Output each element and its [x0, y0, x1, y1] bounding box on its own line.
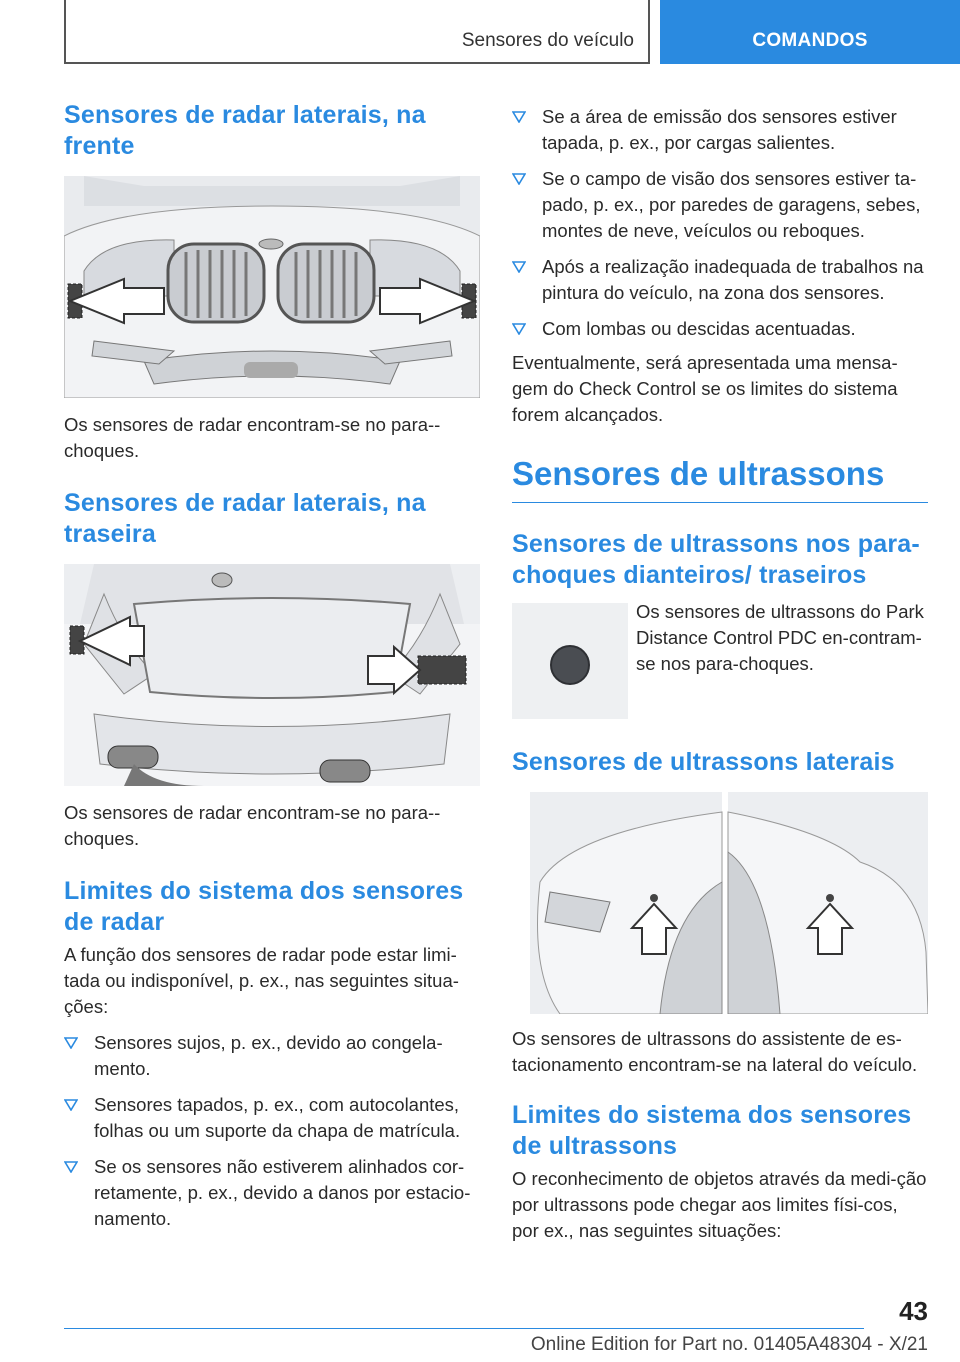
- list-item-text: Com lombas ou descidas acentuadas.: [542, 318, 856, 339]
- section-title: Sensores do veículo: [461, 30, 634, 51]
- ultrasonic-chapter-heading: Sensores de ultrassons: [512, 454, 928, 503]
- page-header: [64, 0, 960, 64]
- lateral-sensor-illustration: [530, 792, 928, 1014]
- list-item: [512, 254, 928, 306]
- sensor-disc-illustration: [512, 603, 628, 719]
- list-item-text: Sensores tapados, p. ex., com autocolantes, folhas ou um suporte da chapa de matrícula.: [94, 1094, 461, 1141]
- rear-car-illustration: [64, 564, 480, 786]
- triangle-bullet-icon: [64, 1099, 78, 1111]
- right-column: [512, 100, 928, 1244]
- rear-radar-caption: Os sensores de radar encontram-se no para--choques.: [64, 802, 441, 849]
- list-item-text: Sensores sujos, p. ex., devido ao congela-mento.: [94, 1032, 443, 1079]
- left-column: [64, 100, 480, 1232]
- bumper-sensors-text: Os sensores de ultrassons do Park Distance Control PDC en-contram-se nos para-choques.: [636, 601, 924, 674]
- list-item-text: Se os sensores não estiverem alinhados cor-retamente, p. ex., devido a danos por estacio-namento.: [94, 1156, 471, 1229]
- list-item: [512, 104, 928, 156]
- rear-car-figure: [64, 564, 480, 786]
- radar-limits-intro: A função dos sensores de radar pode estar limi-tada ou indisponível, p. ex., nas seguintes situa-ções:: [64, 944, 459, 1017]
- bumper-sensors-heading: Sensores de ultrassons nos para-choques dianteiros/ traseiros: [512, 530, 920, 589]
- list-item-text: Após a realização inadequada de trabalhos na pintura do veículo, na zona dos sensores.: [542, 256, 924, 303]
- front-car-figure: [64, 176, 480, 398]
- footer-divider: [64, 1328, 864, 1329]
- list-item: [512, 166, 928, 244]
- list-item-text: Se o campo de visão dos sensores estiver ta-pado, p. ex., por paredes de garagens, sebes, montes de neve, veículos ou reboques.: [542, 168, 921, 241]
- check-control-note: Eventualmente, será apresentada uma mensa-gem do Check Control se os limites do sistema forem alcançados.: [512, 352, 898, 425]
- lateral-sensors-heading: Sensores de ultrassons laterais: [512, 748, 895, 776]
- bumper-sensor-block: [512, 603, 928, 719]
- radar-limits-list: [64, 1030, 480, 1232]
- chapter-tab: [660, 0, 960, 64]
- radar-limits-heading: Limites do sistema dos sensores de radar: [64, 877, 464, 936]
- triangle-bullet-icon: [512, 173, 526, 185]
- triangle-bullet-icon: [512, 111, 526, 123]
- list-item: [64, 1154, 480, 1232]
- front-radar-caption: Os sensores de radar encontram-se no para--choques.: [64, 414, 441, 461]
- triangle-bullet-icon: [512, 323, 526, 335]
- front-car-illustration: [64, 176, 480, 398]
- list-item: [64, 1092, 480, 1144]
- chapter-title: COMANDOS: [752, 30, 868, 51]
- ultrasonic-limits-heading: Limites do sistema dos sensores de ultrassons: [512, 1101, 912, 1160]
- list-item: [64, 1030, 480, 1082]
- list-item: [512, 316, 928, 342]
- section-tab: [64, 0, 650, 64]
- page-number: 43: [899, 1296, 928, 1326]
- front-radar-heading: Sensores de radar laterais, na frente: [64, 101, 426, 160]
- bumper-sensor-figure: [512, 603, 628, 719]
- radar-limits-list-continued: [512, 104, 928, 342]
- edition-footer: Online Edition for Part no. 01405A48304 - X/21: [530, 1334, 928, 1355]
- lateral-sensors-figure: [530, 792, 928, 1014]
- rear-radar-heading: Sensores de radar laterais, na traseira: [64, 489, 426, 548]
- triangle-bullet-icon: [64, 1161, 78, 1173]
- triangle-bullet-icon: [64, 1037, 78, 1049]
- list-item-text: Se a área de emissão dos sensores estiver tapada, p. ex., por cargas salientes.: [542, 106, 897, 153]
- ultrasonic-limits-text: O reconhecimento de objetos através da medi-ção por ultrassons pode chegar aos limites físi-cos, por ex., nas seguintes situações:: [512, 1168, 927, 1241]
- lateral-sensors-caption: Os sensores de ultrassons do assistente de es-tacionamento encontram-se na lateral do veículo.: [512, 1028, 918, 1075]
- triangle-bullet-icon: [512, 261, 526, 273]
